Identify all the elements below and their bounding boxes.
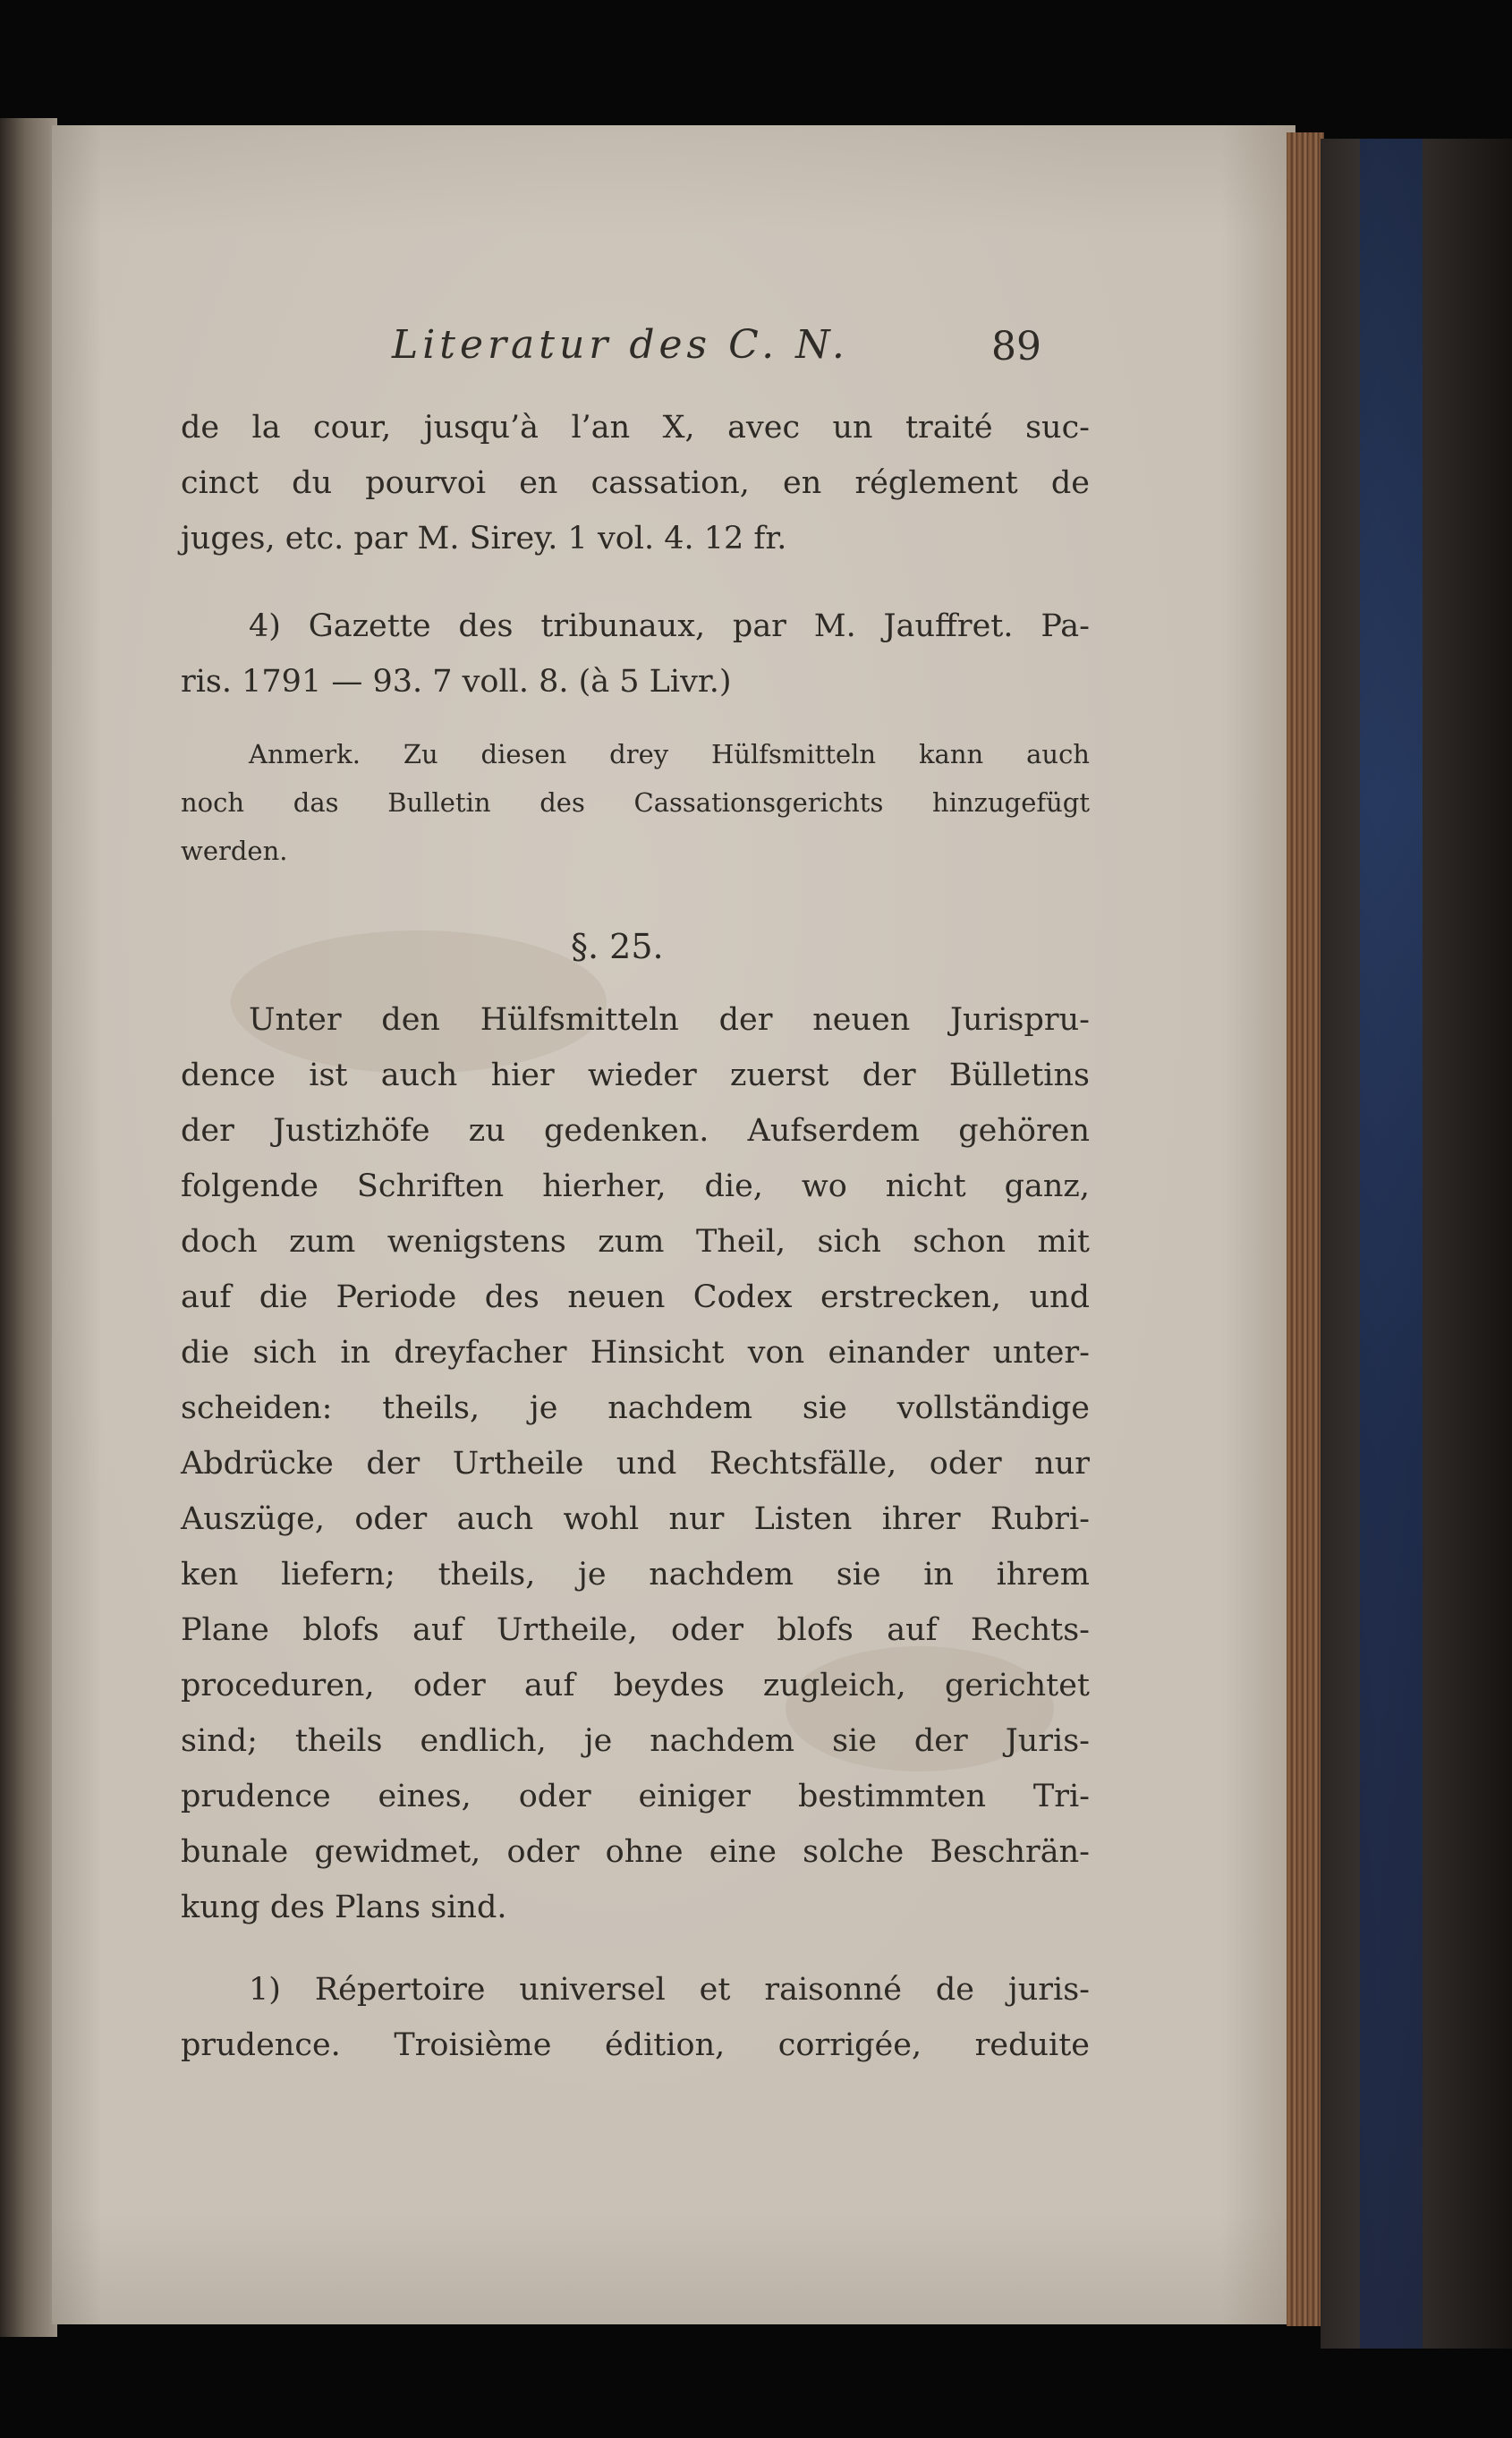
text-line: de la cour, jusqu’à l’an X, avec un traité suc-	[181, 410, 1090, 446]
text-line: proceduren, oder auf beydes zugleich, gerichtet	[181, 1668, 1090, 1703]
text-line: 1) Répertoire universel et raisonné de juris-	[249, 1972, 1090, 2008]
text-line: der Justizhöfe zu gedenken. Aufserdem gehören	[181, 1113, 1090, 1149]
text-line: Plane blofs auf Urtheile, oder blofs auf Rechts-	[181, 1612, 1090, 1648]
text-line: scheiden: theils, je nachdem sie vollständige	[181, 1390, 1090, 1426]
text-line: juges, etc. par M. Sirey. 1 vol. 4. 12 fr.	[181, 521, 787, 556]
text-line: cinct du pourvoi en cassation, en réglement de	[181, 465, 1090, 501]
facing-page-edge	[0, 118, 57, 2337]
text-line: sind; theils endlich, je nachdem sie der Juris-	[181, 1723, 1090, 1759]
text-line: 4) Gazette des tribunaux, par M. Jauffret. Pa-	[249, 608, 1090, 644]
text-line: Unter den Hülfsmitteln der neuen Jurispru-	[249, 1002, 1090, 1038]
text-line: auf die Periode des neuen Codex erstrecken, und	[181, 1279, 1090, 1315]
page-edges	[1287, 132, 1324, 2326]
text-line: prudence eines, oder einiger bestimmten Tri-	[181, 1779, 1090, 1814]
page-number: 89	[991, 324, 1041, 370]
section-heading: §. 25.	[571, 927, 664, 966]
text-line: Auszüge, oder auch wohl nur Listen ihrer Rubri-	[181, 1501, 1090, 1537]
text-line: Abdrücke der Urtheile und Rechtsfälle, oder nur	[181, 1446, 1090, 1482]
text-line: kung des Plans sind.	[181, 1890, 507, 1925]
text-line: folgende Schriften hierher, die, wo nicht ganz,	[181, 1168, 1090, 1204]
text-line: Anmerk. Zu diesen drey Hülfsmitteln kann auch	[249, 739, 1090, 769]
text-line: doch zum wenigstens zum Theil, sich schon mit	[181, 1224, 1090, 1260]
text-line: dence ist auch hier wieder zuerst der Bülletins	[181, 1058, 1090, 1093]
text-line: ken liefern; theils, je nachdem sie in ihrem	[181, 1557, 1090, 1593]
text-line: bunale gewidmet, oder ohne eine solche Beschrän-	[181, 1834, 1090, 1870]
text-line: werden.	[181, 836, 288, 866]
text-line: prudence. Troisième édition, corrigée, reduite	[181, 2027, 1090, 2063]
text-line: noch das Bulletin des Cassationsgerichts hinzugefügt	[181, 787, 1090, 818]
running-title: Literatur des C. N.	[392, 322, 849, 368]
cover-blue-band	[1360, 139, 1423, 2349]
text-line: ris. 1791 — 93. 7 voll. 8. (à 5 Livr.)	[181, 664, 732, 700]
text-line: die sich in dreyfacher Hinsicht von einander unter-	[181, 1335, 1090, 1371]
